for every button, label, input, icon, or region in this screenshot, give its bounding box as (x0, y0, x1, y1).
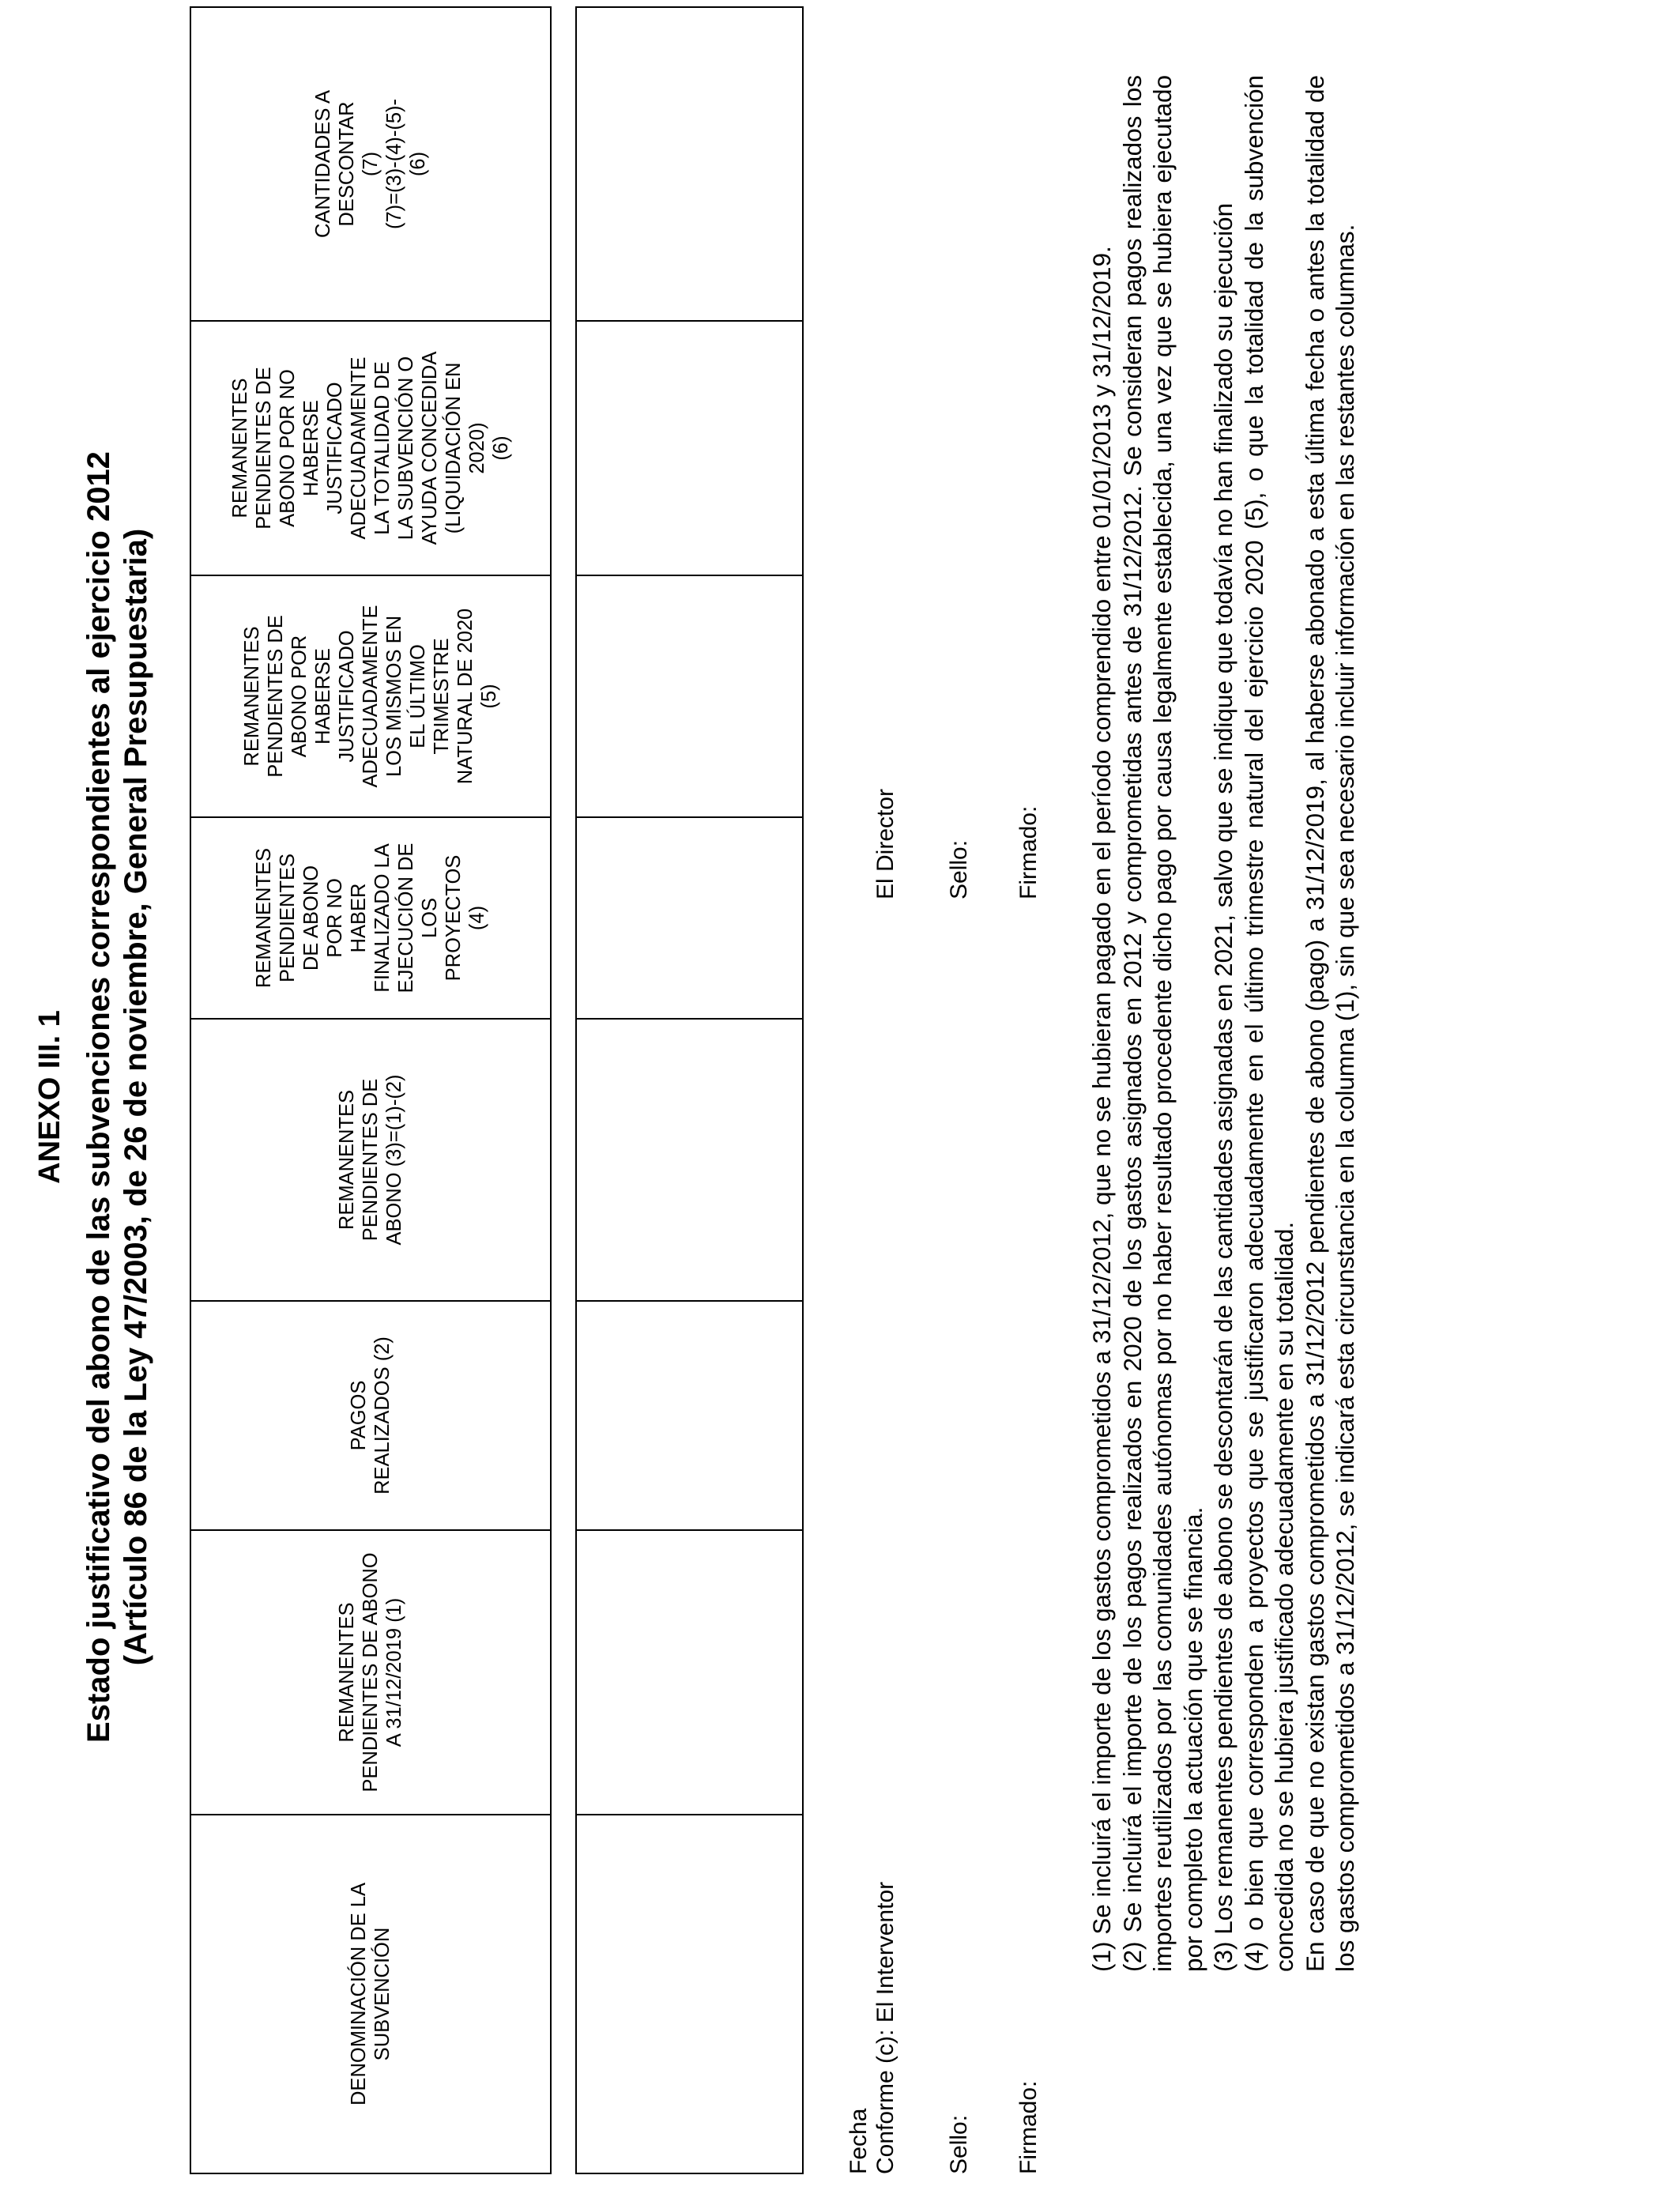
footnote: (3) Los remanentes pendientes de abono se descontarán de las cantidades asignadas en 2021, salvo que se indique que todavía no han finalizado su ejecución (1209, 202, 1237, 1972)
column-header-5 (190, 817, 551, 1019)
cell-remanentes-2019[interactable] (576, 1530, 803, 1815)
column-header-line: ADECUADAMENTE (359, 605, 382, 788)
column-header-line: ABONO (3)=(1)-(2) (383, 1074, 406, 1246)
column-header-line: ADECUADAMENTE (347, 356, 370, 540)
column-header-3 (190, 1301, 551, 1530)
column-header-line: DENOMINACIÓN DE LA (347, 1883, 370, 2105)
column-header-line: JUSTIFICADO (323, 382, 346, 515)
column-header-line: (7) (359, 151, 382, 177)
column-header-line: (6) (490, 435, 513, 461)
column-header-line: PENDIENTES DE (359, 1078, 382, 1242)
interventor-label: Conforme (c): El Interventor (872, 1881, 898, 2174)
header-table (190, 6, 552, 2174)
column-header-line: CANTIDADES A (311, 89, 334, 239)
column-header-line: LA TOTALIDAD DE (371, 361, 394, 535)
column-header-line: ABONO POR (288, 635, 311, 758)
column-header-line: PROYECTOS (443, 854, 465, 982)
column-header-line: A 31/12/2019 (1) (383, 1597, 406, 1747)
column-header-line: ABONO POR NO (276, 369, 299, 527)
footnote: (2) Se incluirá el importe de los pagos realizados en 2020 de los gastos asignados en 2012 y comprometidas antes de 31/12/2012. Se consideran pagos realizados los importes reutilizados por las comunidades autónomas por no haber resultado procedente dicho pago por causa legalmente establecida, una vez que se hubiera ejecutado por completo la actuación que se financia. (1117, 75, 1207, 1972)
column-header-line: HABER (347, 883, 370, 953)
sello-right-label: Sello: (946, 839, 972, 899)
column-header-line: PENDIENTES DE (264, 615, 287, 778)
column-header-line: (4) (466, 905, 489, 931)
column-header-line: REMANENTES (335, 1602, 358, 1743)
column-header-line: PENDIENTES DE ABONO (359, 1552, 382, 1793)
column-header-line: (5) (478, 684, 501, 709)
column-header-line: LA SUBVENCIÓN O (395, 356, 418, 541)
column-header-line: LOS (419, 897, 442, 939)
cell-remanentes-5[interactable] (576, 575, 803, 817)
column-header-line: PENDIENTES DE (252, 367, 275, 530)
column-header-line: EJECUCIÓN DE (395, 843, 418, 993)
data-table (575, 6, 804, 2174)
cell-remanentes-6[interactable] (576, 321, 803, 575)
cell-pagos[interactable] (576, 1301, 803, 1530)
cell-denominacion[interactable] (576, 1815, 803, 2173)
column-header-line: PAGOS (347, 1380, 370, 1451)
column-header-2 (190, 1530, 551, 1815)
column-header-line: HABERSE (311, 648, 334, 745)
document-subtitle: (Artículo 86 de la Ley 47/2003, de 26 de noviembre, General Presupuestaria) (119, 528, 153, 1666)
annex-label: ANEXO III. 1 (33, 1010, 66, 1184)
cell-cantidades[interactable] (576, 7, 803, 321)
fecha-label: Fecha (846, 2108, 872, 2174)
column-header-line: REMANENTES (228, 378, 251, 518)
column-header-line: LOS MISMOS EN (383, 615, 406, 778)
column-header-4 (190, 1019, 551, 1301)
column-header-line: 2020) (466, 422, 489, 474)
column-header-line: DE ABONO (299, 865, 322, 971)
footnote: En caso de que no existan gastos comprometidos a 31/12/2012 pendientes de abono (pago) a 31/12/2019, al haberse abonado a esta última fecha o antes la totalidad de los gastos comprometidos a 31/12/2012, se indicará esta circunstancia en la columna (1), sin que sea necesario incluir información en las restantes columnas. (1300, 75, 1359, 1972)
firmado-left-label: Firmado: (1015, 2080, 1042, 2174)
column-header-line: TRIMESTRE (431, 638, 454, 755)
column-header-line: SUBVENCIÓN (371, 1927, 394, 2061)
data-row (576, 7, 803, 2173)
document-title: Estado justificativo del abono de las subvenciones correspondientes al ejercicio 2012 (81, 451, 116, 1743)
column-header-line: DESCONTAR (335, 101, 358, 227)
column-header-line: EL ÚLTIMO (407, 644, 430, 748)
column-header-line: FINALIZADO LA (371, 843, 394, 993)
column-header-line: (6) (407, 151, 430, 177)
column-header-8 (190, 7, 551, 321)
footnote: (1) Se incluirá el importe de los gastos comprometidos a 31/12/2012, que no se hubieran pagado en el período comprendido entre 01/01/2013 y 31/12/2019. (1087, 246, 1116, 1972)
footnotes (1087, 75, 1361, 1972)
sello-left-label: Sello: (946, 2114, 972, 2174)
column-header-line: REMANENTES (240, 626, 263, 767)
column-header-7 (190, 321, 551, 575)
column-header-1 (190, 1815, 551, 2173)
column-header-line: (7)=(3)-(4)-(5)- (383, 98, 406, 230)
cell-remanentes-3[interactable] (576, 1019, 803, 1301)
footnote: (4) o bien que corresponden a proyectos que se justificaron adecuadamente en el último trimestre natural del ejercicio 2020 (5), o que la totalidad de la subvención concedida no se hubiera justificado adecuadamente en su totalidad. (1239, 75, 1298, 1972)
column-header-line: JUSTIFICADO (335, 630, 358, 763)
firmado-right-label: Firmado: (1015, 805, 1042, 899)
director-label: El Director (872, 788, 898, 899)
column-header-line: AYUDA CONCEDIDA (419, 351, 442, 545)
header-row (190, 7, 551, 2173)
cell-remanentes-4[interactable] (576, 817, 803, 1019)
column-header-line: POR NO (323, 878, 346, 958)
column-header-line: REALIZADOS (2) (371, 1336, 394, 1495)
column-header-line: REMANENTES (335, 1089, 358, 1231)
column-header-line: (LIQUIDACIÓN EN (443, 362, 465, 534)
column-header-6 (190, 575, 551, 817)
column-header-line: REMANENTES (252, 847, 275, 989)
column-header-line: NATURAL DE 2020 (454, 608, 477, 785)
column-header-line: HABERSE (299, 400, 322, 496)
column-header-line: PENDIENTES (276, 854, 299, 982)
